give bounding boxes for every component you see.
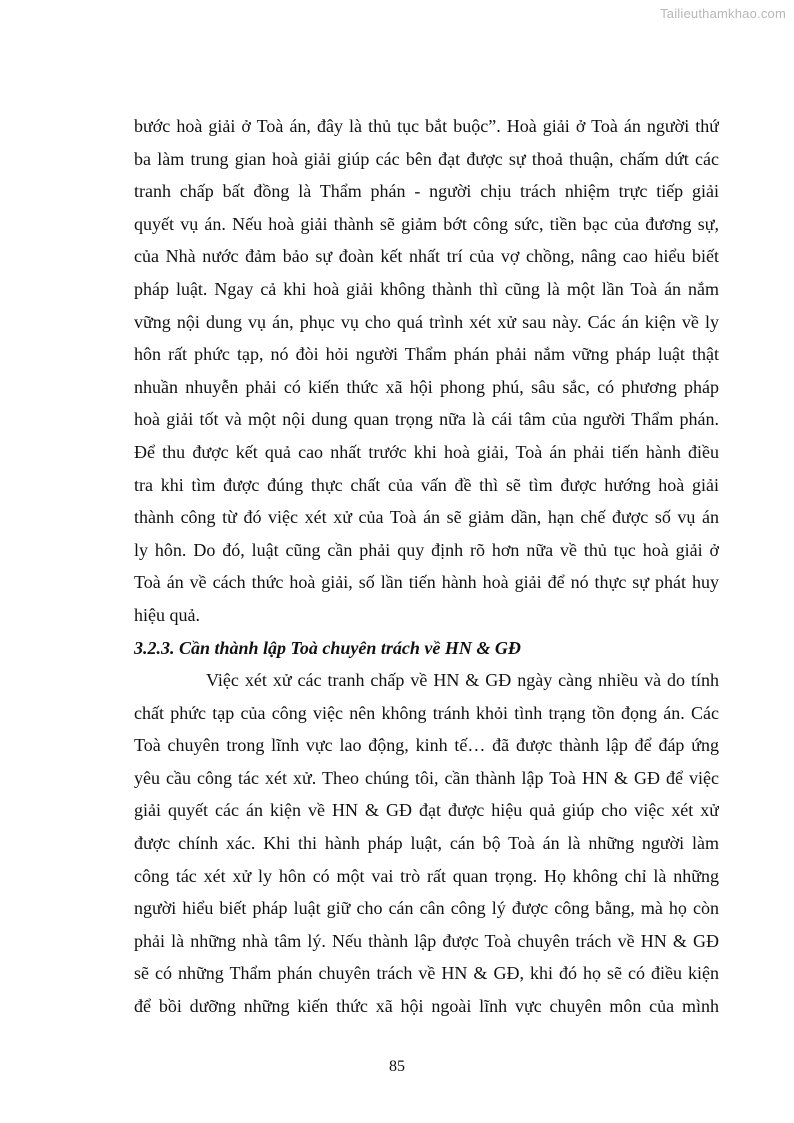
- text-line: chất phức tạp của công việc nên không tránh khỏi tình trạng tồn đọng án. Các: [134, 702, 719, 723]
- text-line: thành công từ đó việc xét xử của Toà án sẽ giảm dần, hạn chế được số vụ án: [134, 507, 719, 528]
- text-line: nhuần nhuyễn phải có kiến thức xã hội phong phú, sâu sắc, có phương pháp: [134, 376, 719, 397]
- text-line: để bồi dưỡng những kiến thức xã hội ngoài lĩnh vực chuyên môn của mình: [134, 996, 719, 1017]
- text-line: hiệu quả.: [134, 604, 200, 625]
- text-line: tra khi tìm được đúng thực chất của vấn đề thì sẽ tìm được hướng hoà giải: [134, 474, 719, 495]
- text-line: Toà chuyên trong lĩnh vực lao động, kinh tế… đã được thành lập để đáp ứng: [134, 735, 719, 756]
- text-line: bước hoà giải ở Toà án, đây là thủ tục bắt buộc”. Hoà giải ở Toà án người thứ: [134, 116, 719, 136]
- text-line: công tác xét xử ly hôn có một vai trò rất quan trọng. Họ không chỉ là những: [134, 865, 719, 886]
- text-line: được chính xác. Khi thi hành pháp luật, cán bộ Toà án là những người làm: [134, 833, 719, 854]
- page-number: 85: [389, 1058, 405, 1075]
- text-line: hôn rất phức tạp, nó đòi hỏi người Thẩm phán phải nắm vững pháp luật thật: [134, 344, 719, 365]
- text-line: phải là những nhà tâm lý. Nếu thành lập được Toà chuyên trách về HN & GĐ: [134, 930, 719, 951]
- text-line: hoà giải tốt và một nội dung quan trọng nữa là cái tâm của người Thẩm phán.: [134, 409, 719, 430]
- text-line: của Nhà nước đảm bảo sự đoàn kết nhất trí của vợ chồng, nâng cao hiểu biết: [134, 246, 719, 267]
- text-line: quyết vụ án. Nếu hoà giải thành sẽ giảm bớt công sức, tiền bạc của đương sự,: [134, 213, 719, 234]
- text-line: sẽ có những Thẩm phán chuyên trách về HN & GĐ, khi đó họ sẽ có điều kiện: [134, 963, 719, 984]
- text-line: giải quyết các án kiện về HN & GĐ đạt được hiệu quả giúp cho việc xét xử: [134, 800, 719, 821]
- paragraph-hoa-giai: [134, 110, 719, 632]
- paragraph-toa-chuyen-trach: [134, 664, 719, 1023]
- text-line: yêu cầu công tác xét xử. Theo chúng tôi, cần thành lập Toà HN & GĐ để việc: [134, 767, 719, 788]
- text-line: tranh chấp bất đồng là Thẩm phán - người chịu trách nhiệm trực tiếp giải: [134, 181, 719, 202]
- text-line: ba làm trung gian hoà giải giúp các bên đạt được sự thoả thuận, chấm dứt các: [134, 148, 719, 169]
- text-line: Việc xét xử các tranh chấp về HN & GĐ ngày càng nhiều và do tính: [206, 670, 719, 691]
- watermark: Tailieuthamkhao.com: [660, 6, 786, 21]
- text-line: Để thu được kết quả cao nhất trước khi hoà giải, Toà án phải tiến hành điều: [134, 441, 719, 462]
- text-line: vững nội dung vụ án, phục vụ cho quá trình xét xử sau này. Các án kiện về ly: [134, 311, 719, 332]
- text-line: pháp luật. Ngay cả khi hoà giải không thành thì cũng là một lần Toà án nắm: [134, 278, 719, 299]
- section-heading: 3.2.3. Cần thành lập Toà chuyên trách về HN & GĐ: [134, 637, 521, 658]
- text-line: ly hôn. Do đó, luật cũng cần phải quy định rõ hơn nữa về thủ tục hoà giải ở: [134, 539, 719, 560]
- document-body: [134, 110, 719, 1023]
- text-line: người hiểu biết pháp luật giữ cho cán cân công lý được công bằng, mà họ còn: [134, 898, 719, 919]
- text-line: Toà án về cách thức hoà giải, số lần tiến hành hoà giải để nó thực sự phát huy: [134, 572, 719, 593]
